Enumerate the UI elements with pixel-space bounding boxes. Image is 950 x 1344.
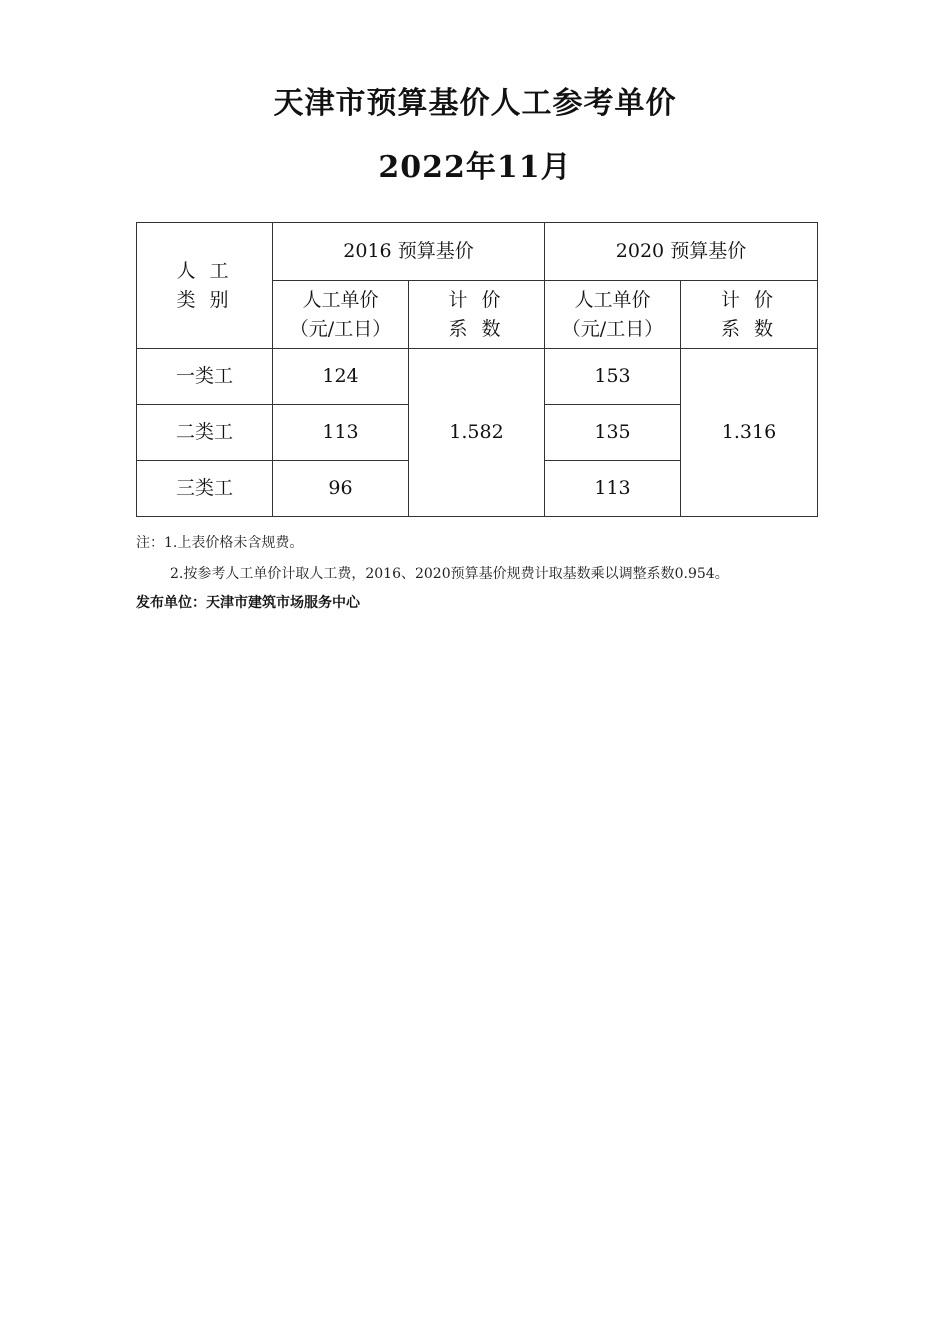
price-2020-cell: 153: [545, 349, 681, 405]
price-2020-cell: 135: [545, 405, 681, 461]
note-2: 2.按参考人工单价计取人工费，2016、2020预算基价规费计取基数乘以调整系数0.954。: [170, 566, 729, 582]
unit-price-header-line1: 人工单价: [302, 288, 379, 311]
table-header-row-1: [137, 223, 818, 281]
price-2016-cell: 124: [273, 349, 409, 405]
coef-header-2016: [409, 281, 545, 349]
page-date: 2022年11月: [378, 150, 572, 185]
coef-2020-cell: 1.316: [681, 349, 818, 517]
note-1: 注：1.上表价格未含规费。: [136, 535, 304, 551]
category-cell: 二类工: [137, 405, 273, 461]
group-header-2020: 2020 预算基价: [545, 223, 818, 281]
coef-header-line1: 计 价: [720, 288, 778, 311]
category-header-line1: 人 工: [176, 259, 233, 282]
table-row: [137, 349, 818, 405]
page-title: 天津市预算基价人工参考单价: [273, 86, 677, 121]
labor-price-table: [136, 222, 818, 517]
coef-header-line2: 系 数: [448, 317, 505, 340]
coef-header-2020: [681, 281, 818, 349]
price-2016-cell: 113: [273, 405, 409, 461]
category-cell: 一类工: [137, 349, 273, 405]
unit-price-header-line1: 人工单价: [574, 288, 651, 311]
publisher-line: 发布单位：天津市建筑市场服务中心: [136, 595, 360, 611]
unit-price-header-2020: [545, 281, 681, 349]
coef-2016-cell: 1.582: [409, 349, 545, 517]
price-2016-cell: 96: [273, 461, 409, 517]
coef-header-line1: 计 价: [448, 288, 505, 311]
unit-price-header-line2: （元/工日）: [561, 317, 664, 340]
coef-header-line2: 系 数: [720, 317, 778, 340]
category-header-line2: 类 别: [176, 288, 233, 311]
unit-price-header-line2: （元/工日）: [289, 317, 392, 340]
price-2020-cell: 113: [545, 461, 681, 517]
unit-price-header-2016: [273, 281, 409, 349]
category-cell: 三类工: [137, 461, 273, 517]
category-header-cell: [137, 223, 273, 349]
group-header-2016: 2016 预算基价: [273, 223, 545, 281]
